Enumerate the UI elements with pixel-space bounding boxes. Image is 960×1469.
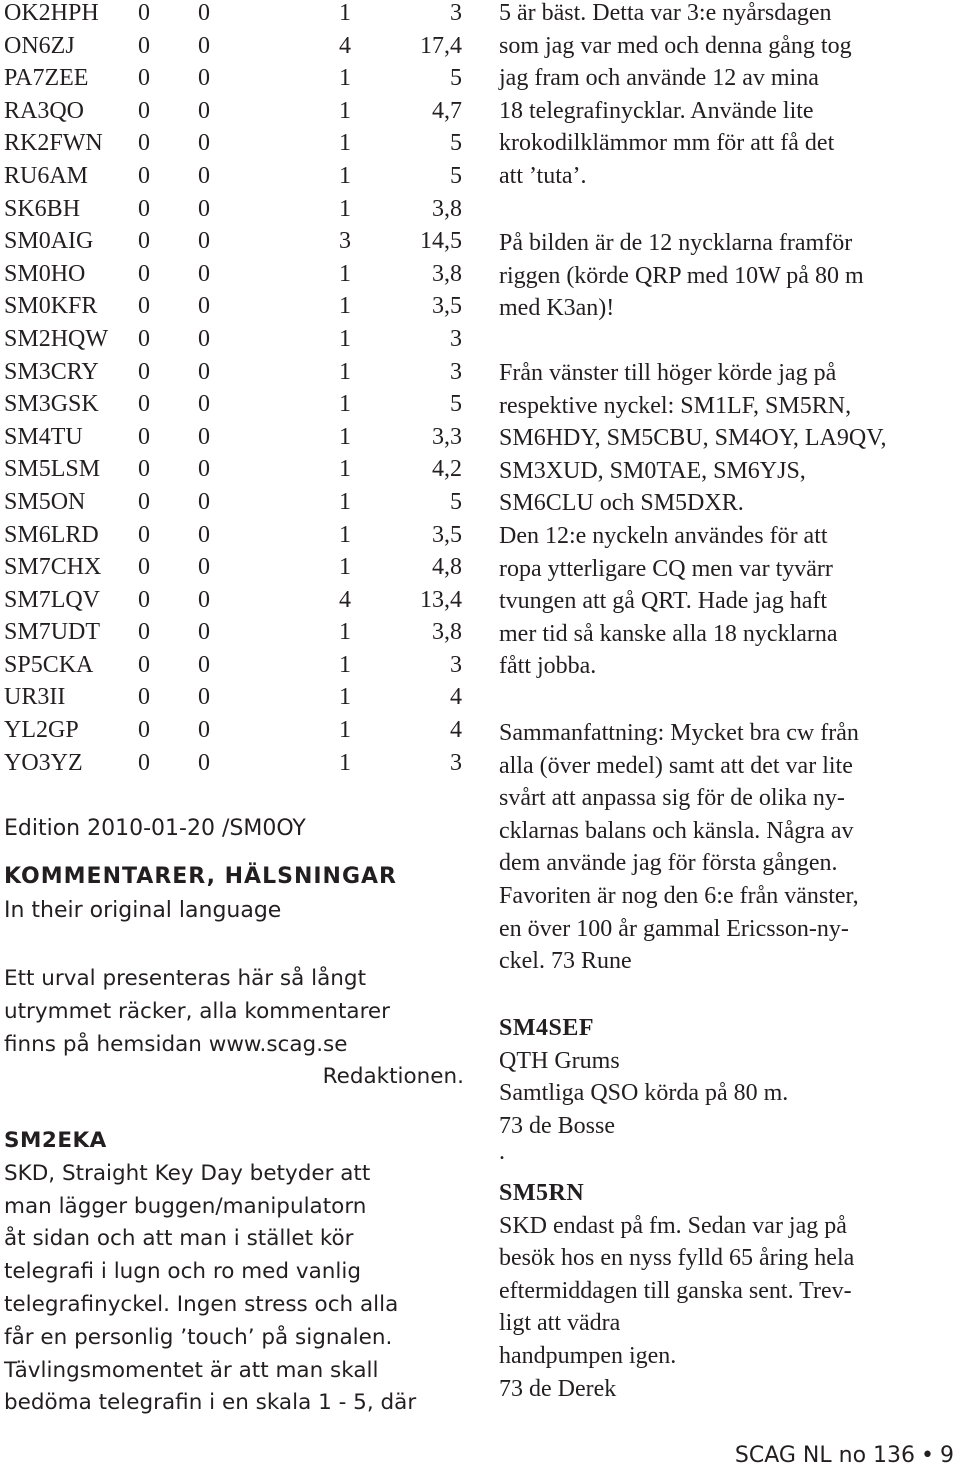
comment-line: 73 de Derek: [499, 1375, 617, 1402]
comment-line: QTH Grums: [499, 1047, 620, 1074]
callsign-cell: SM2HQW: [4, 325, 109, 352]
callsign-cell: SM5LSM: [4, 456, 101, 483]
score-cell: 0: [198, 0, 210, 26]
comment-line: besök hos en nyss fylld 65 åring hela: [499, 1245, 855, 1272]
score-cell: 1: [339, 325, 351, 352]
score-cell: 0: [138, 684, 150, 711]
score-cell: 0: [198, 391, 210, 418]
score-cell: 0: [138, 162, 150, 189]
score-cell: 0: [198, 684, 210, 711]
score-cell: 3: [450, 325, 462, 352]
comment-line: Favoriten är nog den 6:e från vänster,: [499, 882, 859, 909]
score-cell: 0: [138, 456, 150, 483]
score-cell: 14,5: [420, 228, 462, 255]
score-cell: 0: [198, 228, 210, 255]
comment-line: jag fram och använde 12 av mina: [499, 65, 819, 92]
score-cell: 0: [138, 749, 150, 776]
comment-line: dem använde jag för första gången.: [499, 850, 838, 877]
score-cell: 1: [339, 162, 351, 189]
comment-line: SM6HDY, SM5CBU, SM4OY, LA9QV,: [499, 425, 887, 452]
comment-line: man lägger buggen/manipulatorn: [4, 1193, 367, 1219]
page-footer: [735, 1443, 954, 1468]
comment-line: alla (över medel) samt att det var lite: [499, 752, 853, 779]
table-row: [4, 587, 474, 620]
score-cell: 0: [138, 195, 150, 222]
section-heading: KOMMENTARER, HÄLSNINGAR: [4, 864, 397, 889]
score-cell: 0: [138, 293, 150, 320]
score-cell: 5: [450, 391, 462, 418]
table-row: [4, 522, 474, 555]
comment-line: mer tid så kanske alla 18 nycklarna: [499, 620, 838, 647]
comment-line: åt sidan och att man i stället kör: [4, 1226, 354, 1252]
score-cell: 5: [450, 65, 462, 92]
comment-line: telegrafinyckel. Ingen stress och alla: [4, 1291, 399, 1317]
intro-line: Ett urval presenteras här så långt: [4, 966, 366, 991]
callsign-cell: SP5CKA: [4, 651, 94, 678]
score-cell: 1: [339, 97, 351, 124]
score-cell: 0: [198, 130, 210, 157]
score-cell: 0: [138, 358, 150, 385]
comment-line: Tävlingsmomentet är att man skall: [4, 1357, 379, 1383]
score-cell: 0: [198, 619, 210, 646]
comment-line: ligt att vädra: [499, 1310, 621, 1337]
table-row: [4, 424, 474, 457]
table-row: [4, 98, 474, 131]
score-cell: 0: [138, 423, 150, 450]
callsign-cell: RA3QO: [4, 97, 85, 124]
table-row: [4, 33, 474, 66]
score-cell: 0: [198, 358, 210, 385]
comment-line: som jag var med och denna gång tog: [499, 32, 852, 59]
comment-line: att ’tuta’.: [499, 162, 587, 189]
footer-bullet: •: [921, 1443, 934, 1468]
callsign-cell: SM7LQV: [4, 586, 101, 613]
comment-line: ckel. 73 Rune: [499, 948, 632, 975]
score-cell: 0: [138, 65, 150, 92]
comment-line: På bilden är de 12 nycklarna framför: [499, 230, 853, 256]
score-cell: 0: [198, 456, 210, 483]
score-cell: 0: [138, 32, 150, 59]
callsign-cell: SM3GSK: [4, 391, 99, 418]
comment-sm2eka: [4, 1125, 474, 1420]
score-cell: 3: [450, 749, 462, 776]
table-row: [4, 717, 474, 750]
score-cell: 1: [339, 651, 351, 678]
callsign-cell: SM5ON: [4, 488, 86, 515]
callsign-cell: RU6AM: [4, 162, 89, 189]
table-row: [4, 359, 474, 392]
comment-line: Från vänster till höger körde jag på: [499, 360, 837, 386]
comment-line: krokodilklämmor mm för att få det: [499, 130, 835, 157]
publication-name: SCAG NL no 136: [734, 1443, 916, 1468]
callsign-cell: SM6LRD: [4, 521, 99, 548]
score-cell: 17,4: [420, 32, 462, 59]
score-cell: 3: [450, 0, 462, 26]
score-cell: 0: [198, 162, 210, 189]
score-cell: 1: [339, 488, 351, 515]
score-cell: 0: [138, 521, 150, 548]
callsign-cell: SK6BH: [4, 195, 81, 222]
comment-callsign: SM2EKA: [4, 1128, 107, 1153]
comment-sm5rn: [499, 1177, 854, 1405]
score-cell: 0: [198, 554, 210, 581]
comment-line: 18 telegrafinycklar. Använde lite: [499, 97, 814, 124]
score-cell: 1: [339, 391, 351, 418]
score-cell: 3,8: [432, 195, 462, 222]
score-cell: 1: [339, 749, 351, 776]
score-cell: 0: [198, 325, 210, 352]
section-subheading: In their original language: [4, 898, 282, 923]
score-cell: 5: [450, 130, 462, 157]
callsign-cell: SM0AIG: [4, 228, 94, 255]
table-row: [4, 326, 474, 359]
score-cell: 4,8: [432, 554, 462, 581]
results-table: [4, 0, 474, 782]
comment-line: bedöma telegrafin i en skala 1 - 5, där: [4, 1390, 417, 1416]
intro-paragraph: [4, 963, 474, 1094]
score-cell: 1: [339, 358, 351, 385]
score-cell: 4,2: [432, 456, 462, 483]
score-cell: 3,8: [432, 619, 462, 646]
table-row: [4, 619, 474, 652]
comment-line: Den 12:e nyckeln användes för att: [499, 522, 828, 549]
score-cell: 0: [138, 260, 150, 287]
comment-key-list: [499, 357, 886, 683]
comment-line: får en personlig ’touch’ på signalen.: [4, 1324, 393, 1350]
comment-line: med K3an)!: [499, 295, 615, 322]
comment-line: Samtliga QSO körda på 80 m.: [499, 1080, 789, 1107]
comment-line: tvungen att gå QRT. Hade jag haft: [499, 588, 828, 615]
score-cell: 0: [198, 260, 210, 287]
score-cell: 5: [450, 162, 462, 189]
score-cell: 0: [198, 749, 210, 776]
score-cell: 0: [138, 97, 150, 124]
table-row: [4, 261, 474, 294]
score-cell: 3,3: [432, 423, 462, 450]
score-cell: 13,4: [420, 586, 462, 613]
score-cell: 1: [339, 456, 351, 483]
comment-line: fått jobba.: [499, 653, 597, 680]
comment-line: SM3XUD, SM0TAE, SM6YJS,: [499, 457, 806, 484]
score-cell: 1: [339, 195, 351, 222]
score-cell: 1: [339, 684, 351, 711]
table-row: [4, 0, 474, 33]
callsign-cell: SM0KFR: [4, 293, 98, 320]
score-cell: 4: [339, 32, 351, 59]
score-cell: 4: [450, 717, 462, 744]
score-cell: 0: [198, 423, 210, 450]
score-cell: 1: [339, 0, 351, 26]
callsign-cell: YL2GP: [4, 717, 79, 744]
callsign-cell: ON6ZJ: [4, 32, 75, 59]
table-row: [4, 489, 474, 522]
comment-photo-caption: [499, 227, 864, 325]
score-cell: 3: [450, 358, 462, 385]
score-cell: 1: [339, 65, 351, 92]
intro-signature: Redaktionen.: [322, 1064, 464, 1090]
comment-line: ropa ytterligare CQ men var tyvärr: [499, 555, 833, 582]
score-cell: 4: [339, 586, 351, 613]
score-cell: 0: [138, 130, 150, 157]
score-cell: 1: [339, 293, 351, 320]
score-cell: 0: [198, 97, 210, 124]
score-cell: 3: [339, 228, 351, 255]
score-cell: 0: [198, 293, 210, 320]
callsign-cell: OK2HPH: [4, 0, 99, 26]
comment-summary: [499, 717, 859, 978]
table-row: [4, 684, 474, 717]
score-cell: 1: [339, 717, 351, 744]
table-row: [4, 750, 474, 783]
comment-callsign: SM5RN: [499, 1180, 585, 1206]
callsign-cell: UR3II: [4, 684, 66, 711]
score-cell: 0: [198, 521, 210, 548]
comment-line: Sammanfattning: Mycket bra cw från: [499, 720, 859, 746]
score-cell: 0: [198, 586, 210, 613]
score-cell: 0: [138, 619, 150, 646]
score-cell: 1: [339, 521, 351, 548]
score-cell: 0: [138, 325, 150, 352]
score-cell: 0: [138, 717, 150, 744]
comment-line: 5 är bäst. Detta var 3:e nyårsdagen: [499, 0, 832, 26]
comment-line: cklarnas balans och känsla. Några av: [499, 817, 854, 844]
score-cell: 0: [138, 651, 150, 678]
score-cell: 0: [138, 488, 150, 515]
page-number: 9: [940, 1443, 954, 1468]
comment-line: SKD, Straight Key Day betyder att: [4, 1160, 371, 1186]
callsign-cell: SM0HO: [4, 260, 86, 287]
score-cell: 5: [450, 488, 462, 515]
comment-line: eftermiddagen till ganska sent. Trev-: [499, 1277, 852, 1304]
comment-callsign: SM4SEF: [499, 1015, 595, 1041]
score-cell: 4: [450, 684, 462, 711]
comment-line: riggen (körde QRP med 10W på 80 m: [499, 262, 864, 289]
left-column: [4, 0, 474, 1416]
table-row: [4, 228, 474, 261]
intro-line: finns på hemsidan www.scag.se: [4, 1031, 348, 1057]
edition-line: Edition 2010-01-20 /SM0OY: [4, 816, 306, 841]
comment-line: respektive nyckel: SM1LF, SM5RN,: [499, 392, 852, 419]
table-row: [4, 554, 474, 587]
score-cell: 0: [198, 651, 210, 678]
score-cell: 1: [339, 130, 351, 157]
comment-line: en över 100 år gammal Ericsson-ny-: [499, 915, 849, 942]
table-row: [4, 391, 474, 424]
callsign-cell: PA7ZEE: [4, 65, 89, 92]
score-cell: 0: [198, 195, 210, 222]
comment-line: SKD endast på fm. Sedan var jag på: [499, 1212, 847, 1239]
comment-line: SM6CLU och SM5DXR.: [499, 490, 744, 517]
score-cell: 0: [198, 32, 210, 59]
score-cell: 0: [138, 586, 150, 613]
intro-line: utrymmet räcker, alla kommentarer: [4, 998, 391, 1024]
score-cell: 0: [138, 228, 150, 255]
score-cell: 1: [339, 554, 351, 581]
table-row: [4, 130, 474, 163]
score-cell: 0: [198, 717, 210, 744]
callsign-cell: SM7CHX: [4, 554, 102, 581]
table-row: [4, 65, 474, 98]
table-row: [4, 652, 474, 685]
score-cell: 4,7: [432, 97, 462, 124]
callsign-cell: SM3CRY: [4, 358, 99, 385]
comment-line: 73 de Bosse: [499, 1112, 615, 1139]
score-cell: 3: [450, 651, 462, 678]
comment-continued: [499, 0, 852, 193]
comment-line: telegrafi i lugn och ro med vanlig: [4, 1259, 361, 1285]
table-row: [4, 163, 474, 196]
callsign-cell: RK2FWN: [4, 130, 103, 157]
score-cell: 3,8: [432, 260, 462, 287]
table-row: [4, 293, 474, 326]
score-cell: 0: [138, 554, 150, 581]
score-cell: 3,5: [432, 293, 462, 320]
comment-sm4sef: [499, 1012, 789, 1166]
table-row: [4, 456, 474, 489]
score-cell: 0: [198, 65, 210, 92]
score-cell: 0: [138, 391, 150, 418]
score-cell: 0: [138, 0, 150, 26]
callsign-cell: YO3YZ: [4, 749, 83, 776]
callsign-cell: SM7UDT: [4, 619, 101, 646]
score-cell: 1: [339, 619, 351, 646]
score-cell: 1: [339, 260, 351, 287]
callsign-cell: SM4TU: [4, 423, 83, 450]
score-cell: 3,5: [432, 521, 462, 548]
score-cell: 0: [198, 488, 210, 515]
score-cell: 1: [339, 423, 351, 450]
table-row: [4, 196, 474, 229]
comment-line: handpumpen igen.: [499, 1342, 677, 1369]
comment-line: .: [499, 1139, 505, 1166]
comment-line: svårt att anpassa sig för de olika ny-: [499, 785, 845, 812]
